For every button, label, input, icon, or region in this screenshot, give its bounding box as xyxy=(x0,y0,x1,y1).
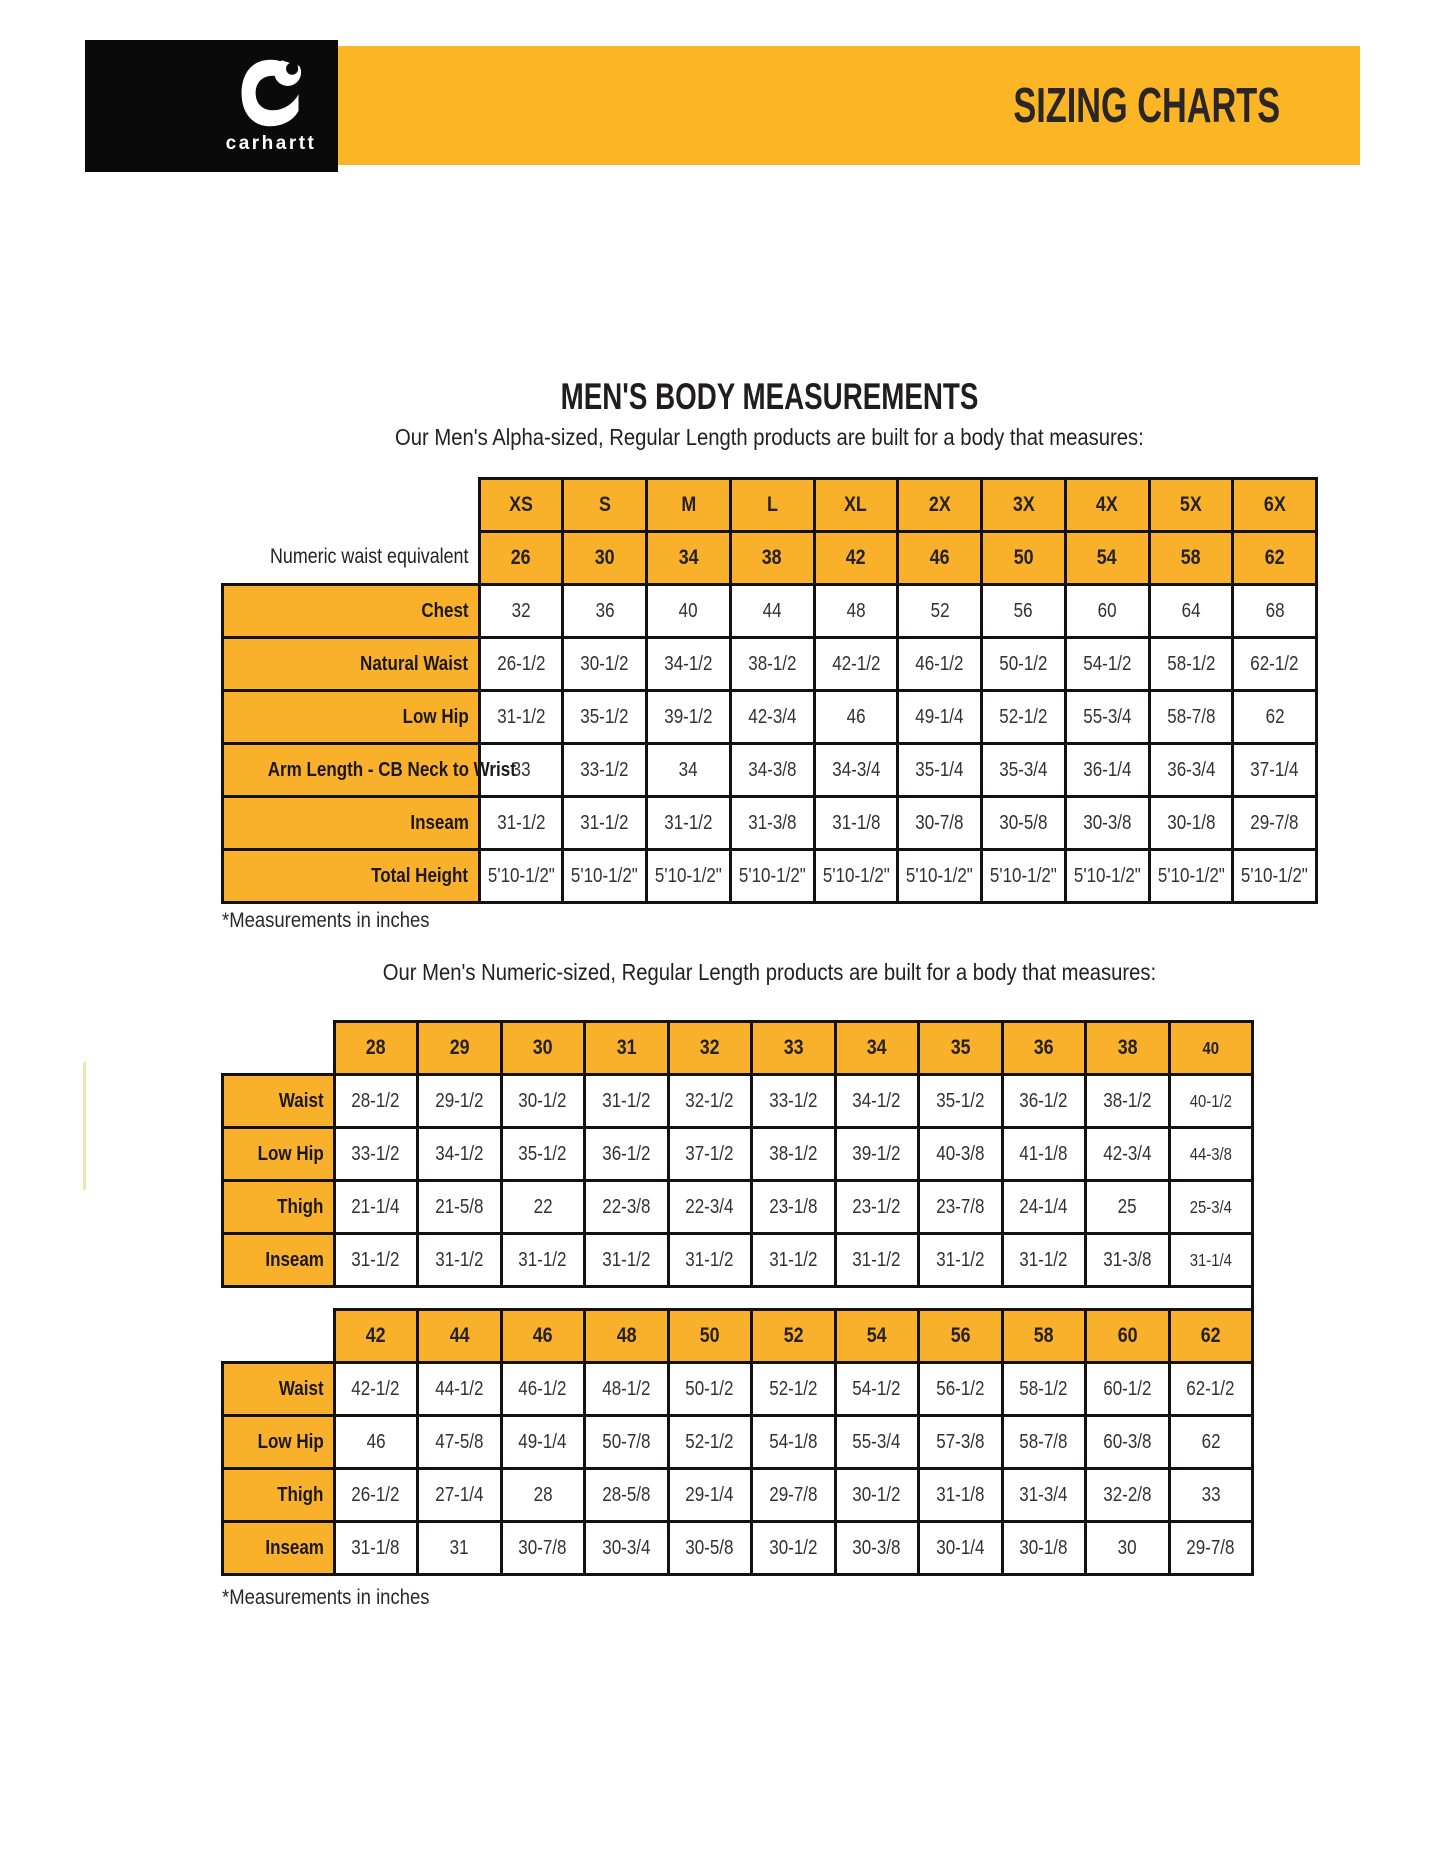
measurement-cell: 58-1/2 xyxy=(1149,638,1233,691)
measurement-cell: 34-1/2 xyxy=(418,1128,502,1181)
size-header-cell: 36 xyxy=(1002,1022,1086,1075)
measurement-cell: 32-1/2 xyxy=(668,1075,752,1128)
measurement-cell: 44-1/2 xyxy=(418,1363,502,1416)
measurement-cell: 5'10-1/2" xyxy=(647,850,731,903)
measurement-cell: 41-1/8 xyxy=(1002,1128,1086,1181)
measurement-cell: 30-1/4 xyxy=(919,1522,1003,1575)
measurement-cell: 42-3/4 xyxy=(1086,1128,1170,1181)
size-header-cell: 52 xyxy=(752,1310,836,1363)
measurements-note-alpha: *Measurements in inches xyxy=(222,909,430,932)
size-header-cell: S xyxy=(563,479,647,532)
size-header-cell: 48 xyxy=(585,1310,669,1363)
measurement-cell: 52 xyxy=(898,585,982,638)
measurement-cell: 50-1/2 xyxy=(668,1363,752,1416)
table-row xyxy=(223,1022,1253,1075)
table-row xyxy=(223,1128,1253,1181)
measurement-cell: 46 xyxy=(814,691,898,744)
measurement-cell: 42-1/2 xyxy=(334,1363,418,1416)
measurement-cell: 30-3/8 xyxy=(835,1522,919,1575)
measurement-cell: 31-1/2 xyxy=(919,1234,1003,1287)
table-row xyxy=(223,1234,1253,1287)
section-title: MEN'S BODY MEASUREMENTS xyxy=(560,376,979,417)
alpha-size-table-grid xyxy=(221,477,1318,904)
measurement-cell: 31 xyxy=(418,1522,502,1575)
measurement-cell: 35-1/2 xyxy=(919,1075,1003,1128)
size-header-cell: L xyxy=(730,479,814,532)
measurement-cell: 5'10-1/2" xyxy=(898,850,982,903)
measurement-cell: 29-7/8 xyxy=(1169,1522,1253,1575)
measurement-cell: 31-1/2 xyxy=(585,1075,669,1128)
numeric-subtitle: Our Men's Numeric-sized, Regular Length products are built for a body that measures: xyxy=(382,959,1157,985)
measurement-cell: 37-1/4 xyxy=(1233,744,1317,797)
size-header-cell: 60 xyxy=(1086,1310,1170,1363)
measurement-cell: 34-1/2 xyxy=(835,1075,919,1128)
table-row xyxy=(223,797,1317,850)
measurement-cell: 5'10-1/2" xyxy=(1149,850,1233,903)
measurement-cell: 49-1/4 xyxy=(501,1416,585,1469)
measurement-cell: 31-3/4 xyxy=(1002,1469,1086,1522)
measurement-cell: 58-1/2 xyxy=(1002,1363,1086,1416)
measurement-cell: 31-1/2 xyxy=(479,691,563,744)
measurement-cell: 30-5/8 xyxy=(668,1522,752,1575)
measurement-cell: 30-7/8 xyxy=(898,797,982,850)
carhartt-logo xyxy=(216,56,326,155)
measurement-cell: 24-1/4 xyxy=(1002,1181,1086,1234)
size-header-cell: 38 xyxy=(1086,1022,1170,1075)
table-row xyxy=(223,1310,1253,1363)
measurement-cell: 60-3/8 xyxy=(1086,1416,1170,1469)
measurement-cell: 36-1/2 xyxy=(585,1128,669,1181)
row-label: Chest xyxy=(223,585,480,638)
measurement-cell: 44-3/8 xyxy=(1169,1128,1253,1181)
measurement-cell: 54-1/8 xyxy=(752,1416,836,1469)
measurement-cell: 30-1/2 xyxy=(501,1075,585,1128)
measurement-cell: 22-3/8 xyxy=(585,1181,669,1234)
measurement-cell: 31-1/2 xyxy=(418,1234,502,1287)
size-header-cell: 58 xyxy=(1149,532,1233,585)
numeric-size-table-28-40-grid xyxy=(221,1020,1254,1288)
measurement-cell: 54-1/2 xyxy=(1065,638,1149,691)
measurement-cell: 42-3/4 xyxy=(730,691,814,744)
size-header-cell: 32 xyxy=(668,1022,752,1075)
measurement-cell: 46-1/2 xyxy=(501,1363,585,1416)
size-header-cell: 33 xyxy=(752,1022,836,1075)
measurement-cell: 21-5/8 xyxy=(418,1181,502,1234)
row-label: Inseam xyxy=(223,1234,335,1287)
measurement-cell: 30 xyxy=(1086,1522,1170,1575)
measurement-cell: 23-1/8 xyxy=(752,1181,836,1234)
table-row xyxy=(223,1075,1253,1128)
measurement-cell: 56 xyxy=(982,585,1066,638)
measurement-cell: 31-1/2 xyxy=(835,1234,919,1287)
measurements-note-numeric: *Measurements in inches xyxy=(222,1586,430,1609)
measurement-cell: 31-1/8 xyxy=(334,1522,418,1575)
row-label: Low Hip xyxy=(223,1128,335,1181)
row-label: Inseam xyxy=(223,1522,335,1575)
size-header-cell: 2X xyxy=(898,479,982,532)
measurement-cell: 32 xyxy=(479,585,563,638)
size-header-cell: 50 xyxy=(668,1310,752,1363)
measurement-cell: 5'10-1/2" xyxy=(563,850,647,903)
measurement-cell: 31-1/2 xyxy=(334,1234,418,1287)
size-header-cell: M xyxy=(647,479,731,532)
measurement-cell: 31-3/8 xyxy=(1086,1234,1170,1287)
measurement-cell: 46 xyxy=(334,1416,418,1469)
measurement-cell: 26-1/2 xyxy=(479,638,563,691)
size-header-cell: 34 xyxy=(835,1022,919,1075)
measurement-cell: 40 xyxy=(647,585,731,638)
measurement-cell: 25-3/4 xyxy=(1169,1181,1253,1234)
measurement-cell: 30-3/8 xyxy=(1065,797,1149,850)
measurement-cell: 31-1/2 xyxy=(668,1234,752,1287)
measurement-cell: 36-3/4 xyxy=(1149,744,1233,797)
measurement-cell: 5'10-1/2" xyxy=(730,850,814,903)
measurement-cell: 35-3/4 xyxy=(982,744,1066,797)
measurement-cell: 58-7/8 xyxy=(1149,691,1233,744)
size-header-cell: 62 xyxy=(1169,1310,1253,1363)
measurement-cell: 33-1/2 xyxy=(752,1075,836,1128)
measurement-cell: 28 xyxy=(501,1469,585,1522)
measurement-cell: 5'10-1/2" xyxy=(1233,850,1317,903)
size-header-cell: 29 xyxy=(418,1022,502,1075)
measurement-cell: 30-1/8 xyxy=(1149,797,1233,850)
measurement-cell: 31-1/4 xyxy=(1169,1234,1253,1287)
measurement-cell: 58-7/8 xyxy=(1002,1416,1086,1469)
table-corner-label xyxy=(223,1310,335,1363)
measurement-cell: 62-1/2 xyxy=(1233,638,1317,691)
size-header-cell: 42 xyxy=(334,1310,418,1363)
size-header-cell: 38 xyxy=(730,532,814,585)
measurement-cell: 29-7/8 xyxy=(752,1469,836,1522)
measurement-cell: 22 xyxy=(501,1181,585,1234)
measurement-cell: 30-1/2 xyxy=(752,1522,836,1575)
size-header-cell: 3X xyxy=(982,479,1066,532)
measurement-cell: 32-2/8 xyxy=(1086,1469,1170,1522)
table-row xyxy=(223,850,1317,903)
measurement-cell: 31-1/8 xyxy=(814,797,898,850)
measurement-cell: 47-5/8 xyxy=(418,1416,502,1469)
measurement-cell: 52-1/2 xyxy=(982,691,1066,744)
row-label: Thigh xyxy=(223,1469,335,1522)
measurement-cell: 28-5/8 xyxy=(585,1469,669,1522)
carhartt-logo-box xyxy=(85,40,338,172)
measurement-cell: 26-1/2 xyxy=(334,1469,418,1522)
measurement-cell: 27-1/4 xyxy=(418,1469,502,1522)
measurement-cell: 34-1/2 xyxy=(647,638,731,691)
numeric-size-table-42-62-grid xyxy=(221,1308,1254,1576)
measurement-cell: 5'10-1/2" xyxy=(814,850,898,903)
measurement-cell: 62 xyxy=(1169,1416,1253,1469)
size-header-cell: 54 xyxy=(835,1310,919,1363)
measurement-cell: 38-1/2 xyxy=(1086,1075,1170,1128)
table-corner-label: Numeric waist equivalent xyxy=(223,532,480,585)
measurement-cell: 31-1/2 xyxy=(647,797,731,850)
measurement-cell: 64 xyxy=(1149,585,1233,638)
measurement-cell: 5'10-1/2" xyxy=(1065,850,1149,903)
measurement-cell: 33 xyxy=(479,744,563,797)
measurement-cell: 33 xyxy=(1169,1469,1253,1522)
table-row xyxy=(223,1469,1253,1522)
size-header-cell: 58 xyxy=(1002,1310,1086,1363)
measurement-cell: 25 xyxy=(1086,1181,1170,1234)
measurement-cell: 35-1/2 xyxy=(563,691,647,744)
size-header-cell: 54 xyxy=(1065,532,1149,585)
measurement-cell: 31-1/8 xyxy=(919,1469,1003,1522)
measurement-cell: 5'10-1/2" xyxy=(479,850,563,903)
measurement-cell: 34-3/4 xyxy=(814,744,898,797)
size-header-cell: 31 xyxy=(585,1022,669,1075)
size-header-cell: XL xyxy=(814,479,898,532)
size-header-cell: 5X xyxy=(1149,479,1233,532)
measurement-cell: 30-5/8 xyxy=(982,797,1066,850)
size-header-cell: 40 xyxy=(1169,1022,1253,1075)
table-corner-label xyxy=(223,479,480,532)
measurement-cell: 62-1/2 xyxy=(1169,1363,1253,1416)
measurement-cell: 22-3/4 xyxy=(668,1181,752,1234)
measurement-cell: 31-1/2 xyxy=(585,1234,669,1287)
size-header-cell: 34 xyxy=(647,532,731,585)
table-corner-label xyxy=(223,1022,335,1075)
row-label: Waist xyxy=(223,1075,335,1128)
size-header-cell: 30 xyxy=(563,532,647,585)
table-row xyxy=(223,1363,1253,1416)
table-row xyxy=(223,479,1317,532)
alpha-subtitle: Our Men's Alpha-sized, Regular Length products are built for a body that measures: xyxy=(395,424,1144,450)
measurement-cell: 60 xyxy=(1065,585,1149,638)
measurement-cell: 29-7/8 xyxy=(1233,797,1317,850)
measurement-cell: 40-1/2 xyxy=(1169,1075,1253,1128)
measurement-cell: 60-1/2 xyxy=(1086,1363,1170,1416)
measurement-cell: 35-1/2 xyxy=(501,1128,585,1181)
measurement-cell: 57-3/8 xyxy=(919,1416,1003,1469)
measurement-cell: 30-7/8 xyxy=(501,1522,585,1575)
measurement-cell: 38-1/2 xyxy=(752,1128,836,1181)
measurement-cell: 54-1/2 xyxy=(835,1363,919,1416)
measurement-cell: 36 xyxy=(563,585,647,638)
size-header-cell: 44 xyxy=(418,1310,502,1363)
measurement-cell: 44 xyxy=(730,585,814,638)
measurement-cell: 21-1/4 xyxy=(334,1181,418,1234)
measurement-cell: 33-1/2 xyxy=(334,1128,418,1181)
measurement-cell: 50-7/8 xyxy=(585,1416,669,1469)
table-row xyxy=(223,1416,1253,1469)
page-title: SIZING CHARTS xyxy=(1013,78,1280,133)
size-header-cell: 4X xyxy=(1065,479,1149,532)
table-row xyxy=(223,638,1317,691)
table-row xyxy=(223,744,1317,797)
size-header-cell: 50 xyxy=(982,532,1066,585)
measurement-cell: 62 xyxy=(1233,691,1317,744)
table-row xyxy=(223,585,1317,638)
measurement-cell: 30-1/2 xyxy=(563,638,647,691)
size-header-cell: 6X xyxy=(1233,479,1317,532)
measurement-cell: 55-3/4 xyxy=(1065,691,1149,744)
measurement-cell: 28-1/2 xyxy=(334,1075,418,1128)
measurement-cell: 36-1/4 xyxy=(1065,744,1149,797)
scan-artifact-line xyxy=(83,1062,86,1190)
measurement-cell: 46-1/2 xyxy=(898,638,982,691)
measurement-cell: 50-1/2 xyxy=(982,638,1066,691)
row-label: Total Height xyxy=(223,850,480,903)
row-label: Low Hip xyxy=(223,691,480,744)
measurement-cell: 42-1/2 xyxy=(814,638,898,691)
carhartt-c-icon xyxy=(239,56,303,130)
carhartt-wordmark: carhartt xyxy=(225,133,317,154)
size-header-cell: 56 xyxy=(919,1310,1003,1363)
measurement-cell: 34 xyxy=(647,744,731,797)
header-banner xyxy=(338,46,1360,165)
size-header-cell: 46 xyxy=(501,1310,585,1363)
measurement-cell: 31-1/2 xyxy=(752,1234,836,1287)
measurement-cell: 34-3/8 xyxy=(730,744,814,797)
measurement-cell: 56-1/2 xyxy=(919,1363,1003,1416)
measurement-cell: 52-1/2 xyxy=(752,1363,836,1416)
table-join-line xyxy=(1251,1284,1254,1310)
measurement-cell: 23-7/8 xyxy=(919,1181,1003,1234)
measurement-cell: 31-1/2 xyxy=(1002,1234,1086,1287)
measurement-cell: 48-1/2 xyxy=(585,1363,669,1416)
measurement-cell: 5'10-1/2" xyxy=(982,850,1066,903)
measurement-cell: 29-1/2 xyxy=(418,1075,502,1128)
measurement-cell: 30-1/2 xyxy=(835,1469,919,1522)
table-row xyxy=(223,532,1317,585)
measurement-cell: 68 xyxy=(1233,585,1317,638)
size-header-cell: 42 xyxy=(814,532,898,585)
row-label: Waist xyxy=(223,1363,335,1416)
row-label: Low Hip xyxy=(223,1416,335,1469)
size-header-cell: 26 xyxy=(479,532,563,585)
table-row xyxy=(223,1522,1253,1575)
table-row xyxy=(223,691,1317,744)
measurement-cell: 55-3/4 xyxy=(835,1416,919,1469)
row-label: Arm Length - CB Neck to Wrist xyxy=(223,744,480,797)
measurement-cell: 37-1/2 xyxy=(668,1128,752,1181)
size-header-cell: 46 xyxy=(898,532,982,585)
measurement-cell: 31-1/2 xyxy=(479,797,563,850)
measurement-cell: 30-3/4 xyxy=(585,1522,669,1575)
size-header-cell: XS xyxy=(479,479,563,532)
table-row xyxy=(223,1181,1253,1234)
measurement-cell: 48 xyxy=(814,585,898,638)
measurement-cell: 23-1/2 xyxy=(835,1181,919,1234)
measurement-cell: 40-3/8 xyxy=(919,1128,1003,1181)
row-label: Natural Waist xyxy=(223,638,480,691)
measurement-cell: 36-1/2 xyxy=(1002,1075,1086,1128)
size-header-cell: 30 xyxy=(501,1022,585,1075)
measurement-cell: 31-1/2 xyxy=(501,1234,585,1287)
measurement-cell: 33-1/2 xyxy=(563,744,647,797)
measurement-cell: 38-1/2 xyxy=(730,638,814,691)
measurement-cell: 39-1/2 xyxy=(647,691,731,744)
row-label: Thigh xyxy=(223,1181,335,1234)
row-label: Inseam xyxy=(223,797,480,850)
measurement-cell: 52-1/2 xyxy=(668,1416,752,1469)
size-header-cell: 62 xyxy=(1233,532,1317,585)
measurement-cell: 31-1/2 xyxy=(563,797,647,850)
measurement-cell: 39-1/2 xyxy=(835,1128,919,1181)
measurement-cell: 49-1/4 xyxy=(898,691,982,744)
measurement-cell: 35-1/4 xyxy=(898,744,982,797)
measurement-cell: 30-1/8 xyxy=(1002,1522,1086,1575)
size-header-cell: 28 xyxy=(334,1022,418,1075)
size-header-cell: 35 xyxy=(919,1022,1003,1075)
measurement-cell: 29-1/4 xyxy=(668,1469,752,1522)
measurement-cell: 31-3/8 xyxy=(730,797,814,850)
